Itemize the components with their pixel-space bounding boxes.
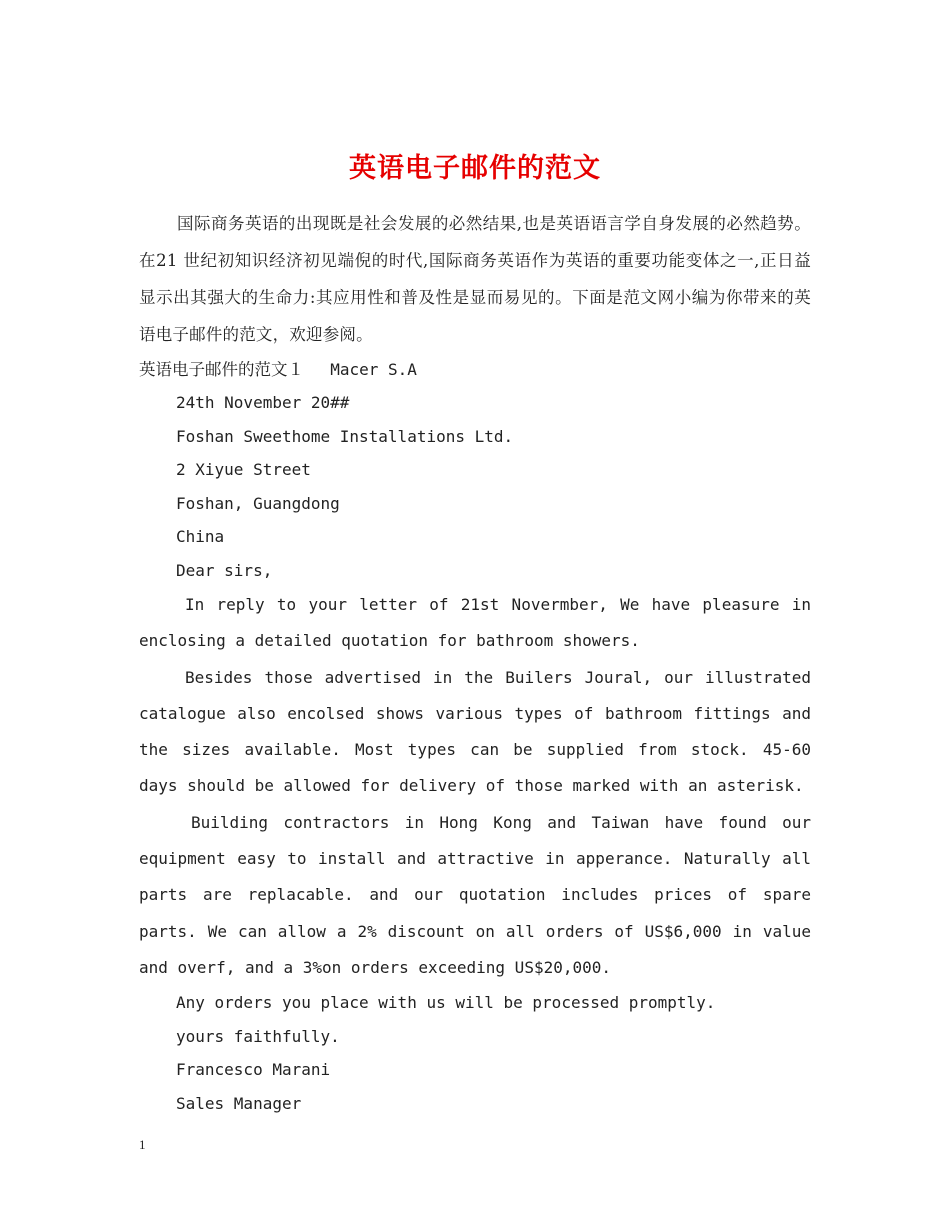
letter-closing-line: Any orders you place with us will be processed promptly. bbox=[176, 993, 716, 1013]
signer-title: Sales Manager bbox=[176, 1093, 302, 1113]
letter-valediction: yours faithfully. bbox=[176, 1026, 340, 1046]
document-body bbox=[139, 205, 811, 1120]
example-heading-line bbox=[139, 353, 811, 386]
example-heading: 英语电子邮件的范文１ bbox=[139, 360, 304, 379]
address-line-street: 2 Xiyue Street bbox=[176, 460, 311, 479]
address-line-country: China bbox=[176, 527, 225, 546]
letter-paragraph-reply: In reply to your letter of 21st Novermber, We have pleasure in enclosing a detailed quotation for bathroom showers. bbox=[139, 595, 811, 651]
letter-paragraph-discount: Building contractors in Hong Kong and Taiwan have found our equipment easy to install and attractive in apperance. Naturally all parts are replacable. and our quotation includes prices of spare parts. We can allow a 2% discount on all orders of US$6,000 in value and overf, and a 3%on orders exceeding US$20,000. bbox=[139, 812, 811, 977]
letter-salutation: Dear sirs, bbox=[176, 560, 273, 580]
signer-name: Francesco Marani bbox=[176, 1060, 331, 1080]
sender-name: Macer S.A bbox=[330, 360, 417, 379]
intro-paragraph: 国际商务英语的出现既是社会发展的必然结果,也是英语语言学自身发展的必然趋势。在21 世纪初知识经济初见端倪的时代,国际商务英语作为英语的重要功能变体之一,正日益显示出其强大的生命力:其应用性和普及性是显而易见的。下面是范文网小编为你带来的英语电子邮件的范文，欢迎参阅。 bbox=[139, 214, 811, 344]
document-title: 英语电子邮件的范文 bbox=[349, 153, 601, 185]
address-line-company: Foshan Sweethome Installations Ltd. bbox=[176, 426, 514, 446]
address-line-city: Foshan, Guangdong bbox=[176, 493, 340, 513]
letter-date: 24th November 20## bbox=[176, 393, 350, 412]
page-number: 1 bbox=[139, 1137, 146, 1152]
letter-paragraph-catalogue: Besides those advertised in the Builers Joural, our illustrated catalogue also encolsed shows various types of bathroom fittings and the sizes available. Most types can be supplied from stock. 45-60 days should be allowed for delivery of those marked with an asterisk. bbox=[139, 667, 811, 796]
